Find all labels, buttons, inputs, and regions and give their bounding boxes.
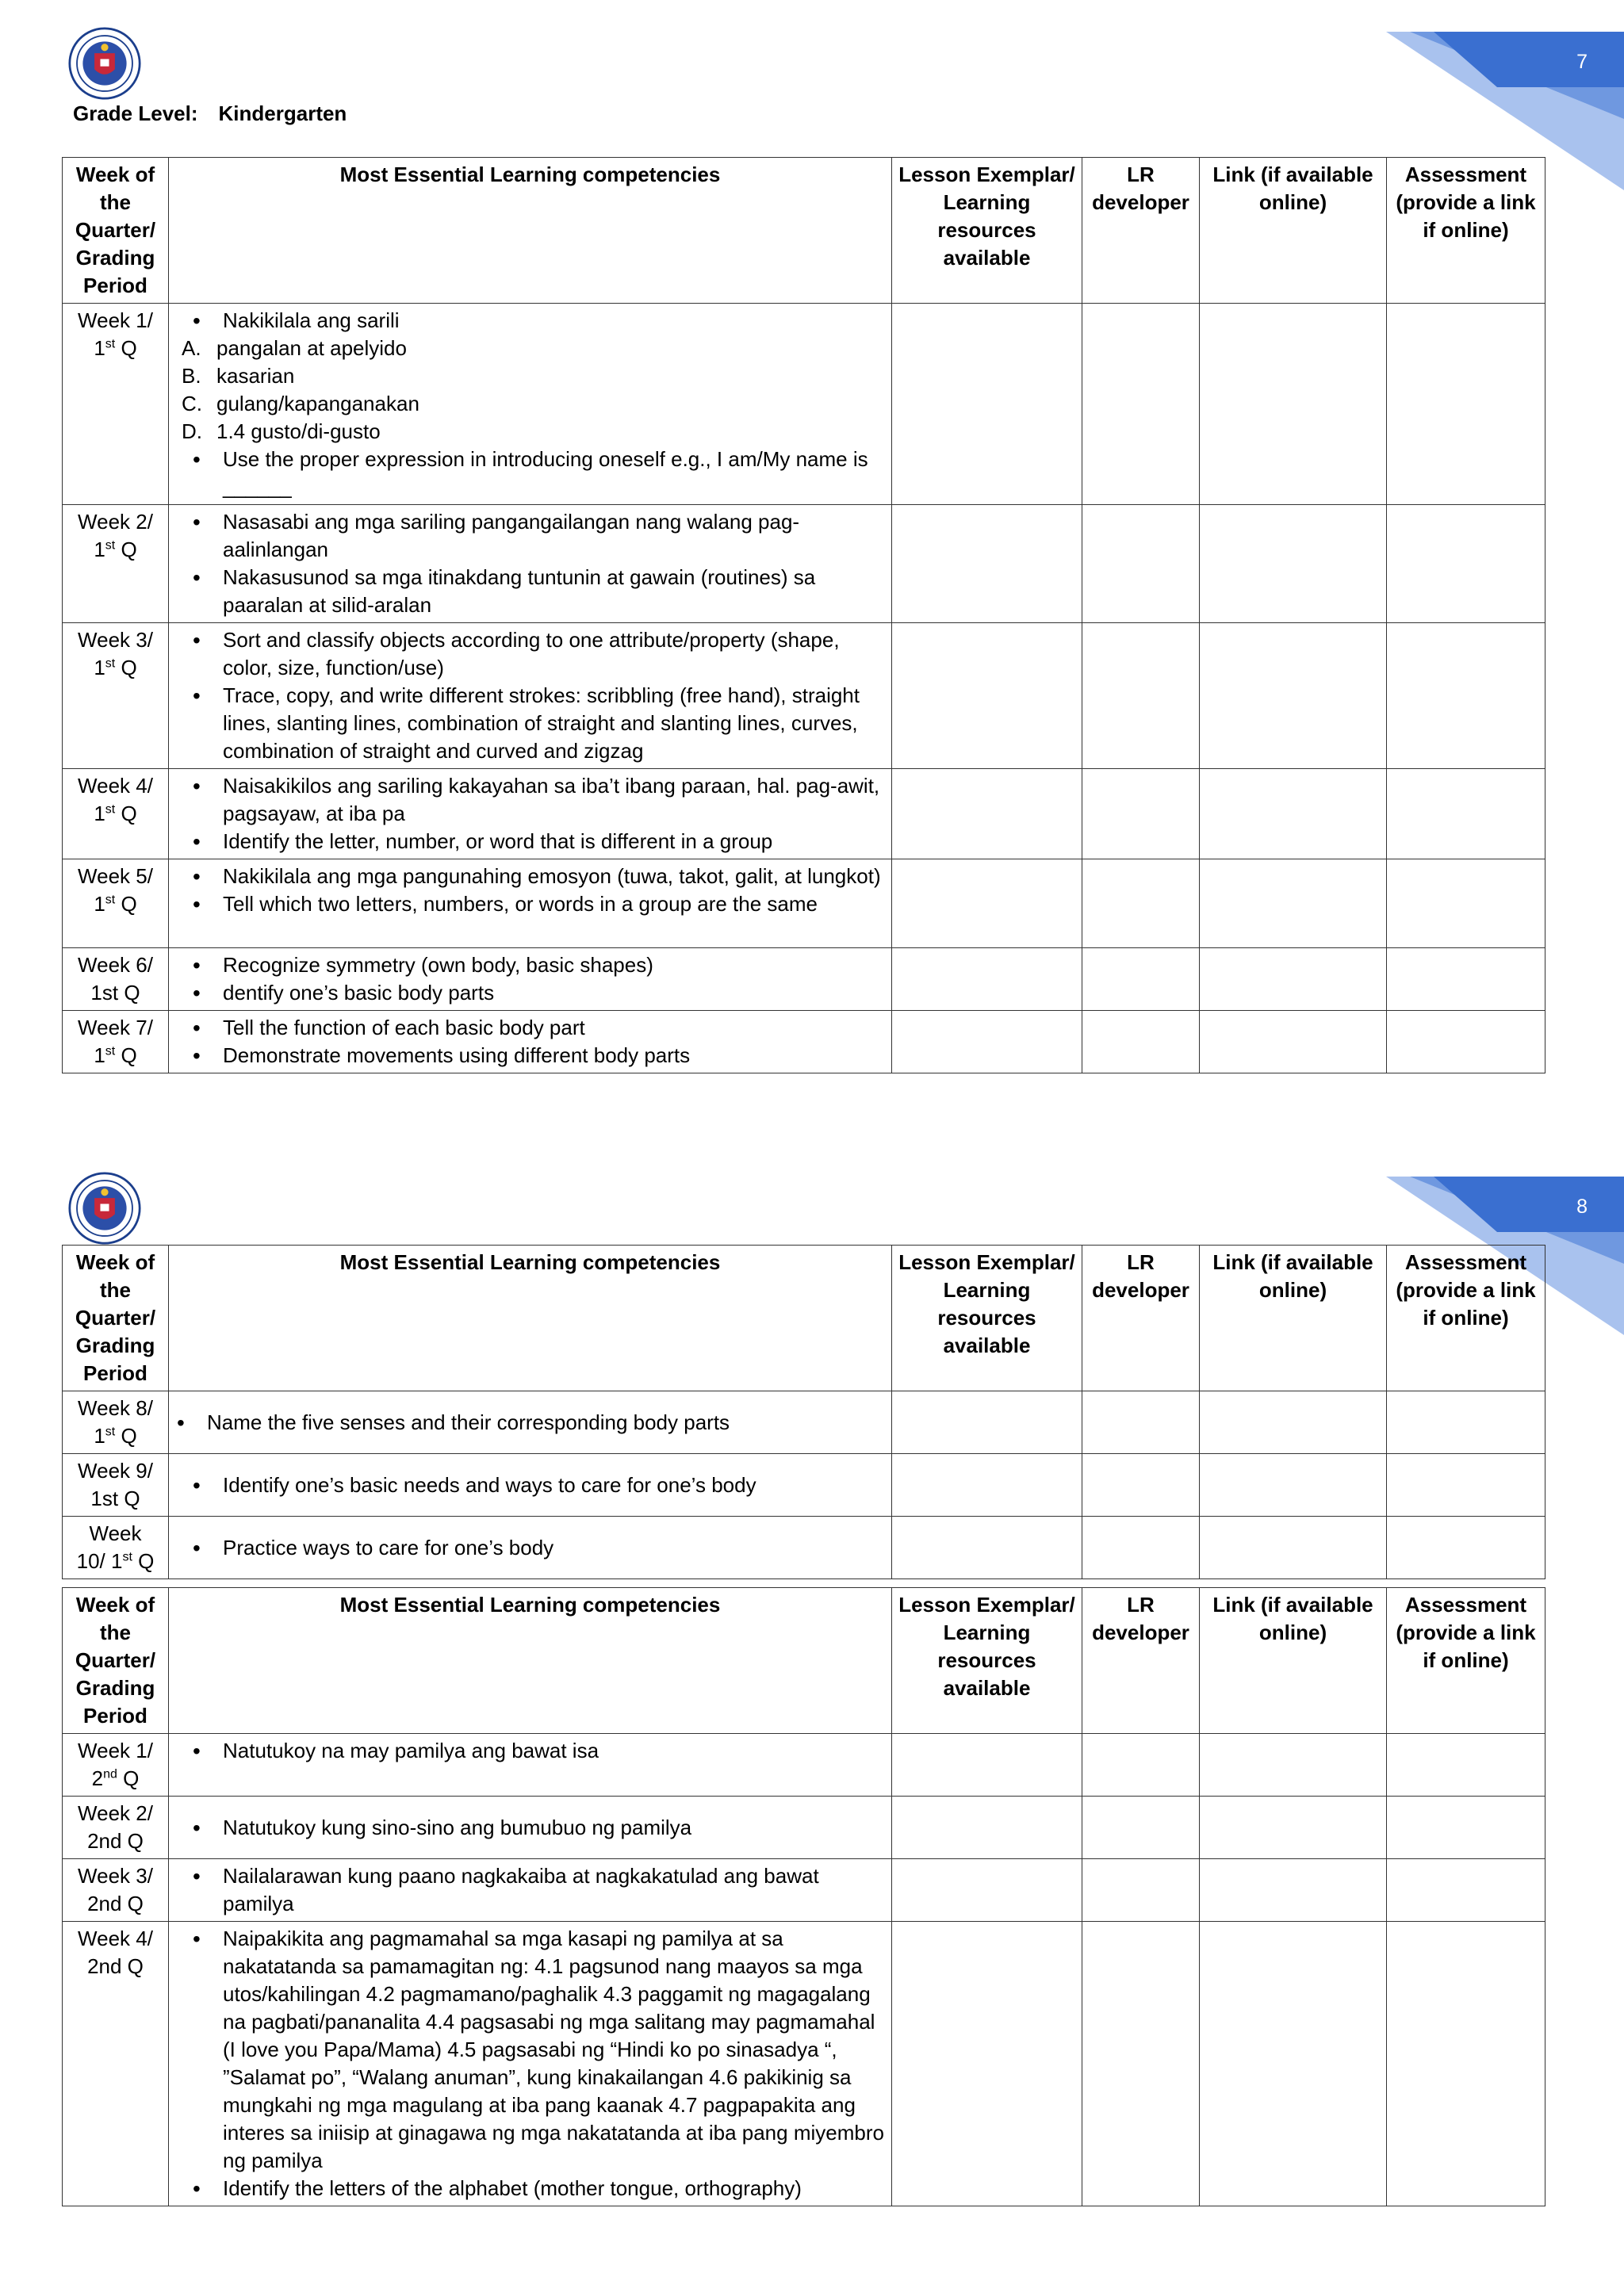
competency-cell bbox=[169, 1797, 892, 1859]
header-assessment: Assessment (provide a link if online) bbox=[1387, 1246, 1545, 1391]
week-cell: Week 6/ 1st Q bbox=[63, 948, 169, 1011]
list-item: • Naipakikita ang pagmamahal sa mga kasapi ng pamilya at sa nakatatanda sa pamamagitan ng: 4.1 pagsunod nang maayos sa mga utos/kahilingan 4.2 pagmamano/paghalik 4.3 paggamit ng magagalang na pagbati/pananalita 4.4 pagsasabi ng mga salitang may pagmamahal (I love you Papa/Mama) 4.5 pagsasabi ng “Hindi ko po sinasadya “, ”Salamat po”, “Walang anuman”, kung kinakailangan 4.6 pakikinig sa mungkahi ng mga magulang at iba pang kaanak 4.7 pagpapakita ang interes sa iniisip at ginagawa ng mga nakatatanda at iba pang miyembro ng pamilya bbox=[223, 1925, 885, 2175]
competency-cell bbox=[169, 1859, 892, 1922]
deped-seal-logo bbox=[68, 27, 141, 100]
list-item: D. 1.4 gusto/di-gusto bbox=[216, 418, 885, 446]
header-lesson: Lesson Exemplar/ Learning resources available bbox=[892, 1246, 1082, 1391]
week-cell: Week 5/ 1st Q bbox=[63, 859, 169, 948]
header-week: Week of the Quarter/ Grading Period bbox=[63, 158, 169, 304]
header-melc: Most Essential Learning competencies bbox=[169, 1588, 892, 1734]
competency-cell bbox=[169, 1517, 892, 1579]
list-item: • Tell which two letters, numbers, or words in a group are the same bbox=[223, 890, 885, 918]
list-item: • Use the proper expression in introducing oneself e.g., I am/My name is ______ bbox=[223, 446, 885, 501]
header-melc: Most Essential Learning competencies bbox=[169, 1246, 892, 1391]
competency-cell bbox=[169, 948, 892, 1011]
header-link: Link (if available online) bbox=[1200, 1246, 1387, 1391]
table-row bbox=[63, 1454, 1545, 1517]
list-item: • Nakasusunod sa mga itinakdang tuntunin at gawain (routines) sa paaralan at silid-aralan bbox=[223, 564, 885, 619]
page-8 bbox=[0, 1142, 1624, 2296]
competency-cell bbox=[169, 769, 892, 859]
list-item: • Identify the letter, number, or word that is different in a group bbox=[223, 828, 885, 855]
list-item: C. gulang/kapanganakan bbox=[216, 390, 885, 418]
list-item: • Trace, copy, and write different strokes: scribbling (free hand), straight lines, slanting lines, combination of straight and slanting lines, curves, combination of straight and curved and zigzag bbox=[223, 682, 885, 765]
week-cell: Week 1/ 2nd Q bbox=[63, 1734, 169, 1797]
list-item: • Nakikilala ang sarili bbox=[223, 307, 885, 335]
grade-level bbox=[73, 101, 347, 126]
list-item: • Name the five senses and their corresponding body parts bbox=[207, 1409, 885, 1437]
header-link: Link (if available online) bbox=[1200, 158, 1387, 304]
list-item: • Tell the function of each basic body part bbox=[223, 1014, 885, 1042]
header-lesson: Lesson Exemplar/ Learning resources available bbox=[892, 158, 1082, 304]
list-item: • Nailalarawan kung paano nagkakaiba at nagkakatulad ang bawat pamilya bbox=[223, 1862, 885, 1918]
week-cell: Week 2/ 2nd Q bbox=[63, 1797, 169, 1859]
table-header-row bbox=[63, 1246, 1545, 1391]
table-row bbox=[63, 769, 1545, 859]
competency-cell bbox=[169, 1011, 892, 1073]
competency-cell bbox=[169, 1922, 892, 2206]
table-row bbox=[63, 1797, 1545, 1859]
melc-table-q1-cont bbox=[62, 1245, 1545, 1579]
list-item: • Natutukoy na may pamilya ang bawat isa bbox=[223, 1737, 885, 1765]
week-cell: Week 3/ 2nd Q bbox=[63, 1859, 169, 1922]
list-item: • Sort and classify objects according to one attribute/property (shape, color, size, function/use) bbox=[223, 626, 885, 682]
table-row bbox=[63, 1391, 1545, 1454]
header-lr: LR developer bbox=[1082, 158, 1200, 304]
header-lesson: Lesson Exemplar/ Learning resources available bbox=[892, 1588, 1082, 1734]
grade-value: Kindergarten bbox=[218, 101, 347, 125]
grade-label: Grade Level: bbox=[73, 101, 198, 125]
header-assessment: Assessment (provide a link if online) bbox=[1387, 1588, 1545, 1734]
table-row bbox=[63, 948, 1545, 1011]
table-row bbox=[63, 1734, 1545, 1797]
competency-cell bbox=[169, 623, 892, 769]
week-cell: Week 9/ 1st Q bbox=[63, 1454, 169, 1517]
week-cell: Week 1/ 1st Q bbox=[63, 304, 169, 505]
page-number: 8 bbox=[1576, 1196, 1588, 1218]
table-row bbox=[63, 623, 1545, 769]
header-week: Week of the Quarter/ Grading Period bbox=[63, 1246, 169, 1391]
list-item: • Recognize symmetry (own body, basic shapes) bbox=[223, 951, 885, 979]
table-row bbox=[63, 1922, 1545, 2206]
melc-table-q2 bbox=[62, 1587, 1545, 2206]
list-item: • Demonstrate movements using different body parts bbox=[223, 1042, 885, 1070]
list-item: • Natutukoy kung sino-sino ang bumubuo ng pamilya bbox=[223, 1814, 885, 1842]
deped-seal-logo bbox=[68, 1172, 141, 1245]
list-item: A. pangalan at apelyido bbox=[216, 335, 885, 362]
page-7 bbox=[0, 0, 1624, 1142]
table-header-row bbox=[63, 1588, 1545, 1734]
table-row bbox=[63, 505, 1545, 623]
week-cell: Week 2/ 1st Q bbox=[63, 505, 169, 623]
melc-table-q1 bbox=[62, 157, 1545, 1073]
table-row bbox=[63, 1859, 1545, 1922]
list-item: • Naisakikilos ang sariling kakayahan sa iba’t ibang paraan, hal. pag-awit, pagsayaw, at iba pa bbox=[223, 772, 885, 828]
week-cell: Week 4/ 1st Q bbox=[63, 769, 169, 859]
header-lr: LR developer bbox=[1082, 1246, 1200, 1391]
list-item: B. kasarian bbox=[216, 362, 885, 390]
competency-cell bbox=[169, 1454, 892, 1517]
list-item: • dentify one’s basic body parts bbox=[223, 979, 885, 1007]
list-item: • Practice ways to care for one’s body bbox=[223, 1534, 885, 1562]
table-row bbox=[63, 304, 1545, 505]
week-cell: Week 8/ 1st Q bbox=[63, 1391, 169, 1454]
list-item: • Identify one’s basic needs and ways to care for one’s body bbox=[223, 1471, 885, 1499]
table-row bbox=[63, 1517, 1545, 1579]
header-week: Week of the Quarter/ Grading Period bbox=[63, 1588, 169, 1734]
competency-cell bbox=[169, 859, 892, 948]
table-row bbox=[63, 1011, 1545, 1073]
header-assessment: Assessment (provide a link if online) bbox=[1387, 158, 1545, 304]
list-item: • Nakikilala ang mga pangunahing emosyon (tuwa, takot, galit, at lungkot) bbox=[223, 863, 885, 890]
page-number: 7 bbox=[1576, 51, 1588, 73]
competency-cell bbox=[169, 505, 892, 623]
list-item: • Identify the letters of the alphabet (mother tongue, orthography) bbox=[223, 2175, 885, 2202]
week-cell: Week 7/ 1st Q bbox=[63, 1011, 169, 1073]
competency-cell bbox=[169, 1734, 892, 1797]
week-cell: Week 3/ 1st Q bbox=[63, 623, 169, 769]
week-cell: Week 10/ 1st Q bbox=[63, 1517, 169, 1579]
list-item: • Nasasabi ang mga sariling pangangailangan nang walang pag-aalinlangan bbox=[223, 508, 885, 564]
competency-cell bbox=[169, 1391, 892, 1454]
header-lr: LR developer bbox=[1082, 1588, 1200, 1734]
table-row bbox=[63, 859, 1545, 948]
competency-cell bbox=[169, 304, 892, 505]
header-melc: Most Essential Learning competencies bbox=[169, 158, 892, 304]
header-link: Link (if available online) bbox=[1200, 1588, 1387, 1734]
week-cell: Week 4/ 2nd Q bbox=[63, 1922, 169, 2206]
table-header-row bbox=[63, 158, 1545, 304]
